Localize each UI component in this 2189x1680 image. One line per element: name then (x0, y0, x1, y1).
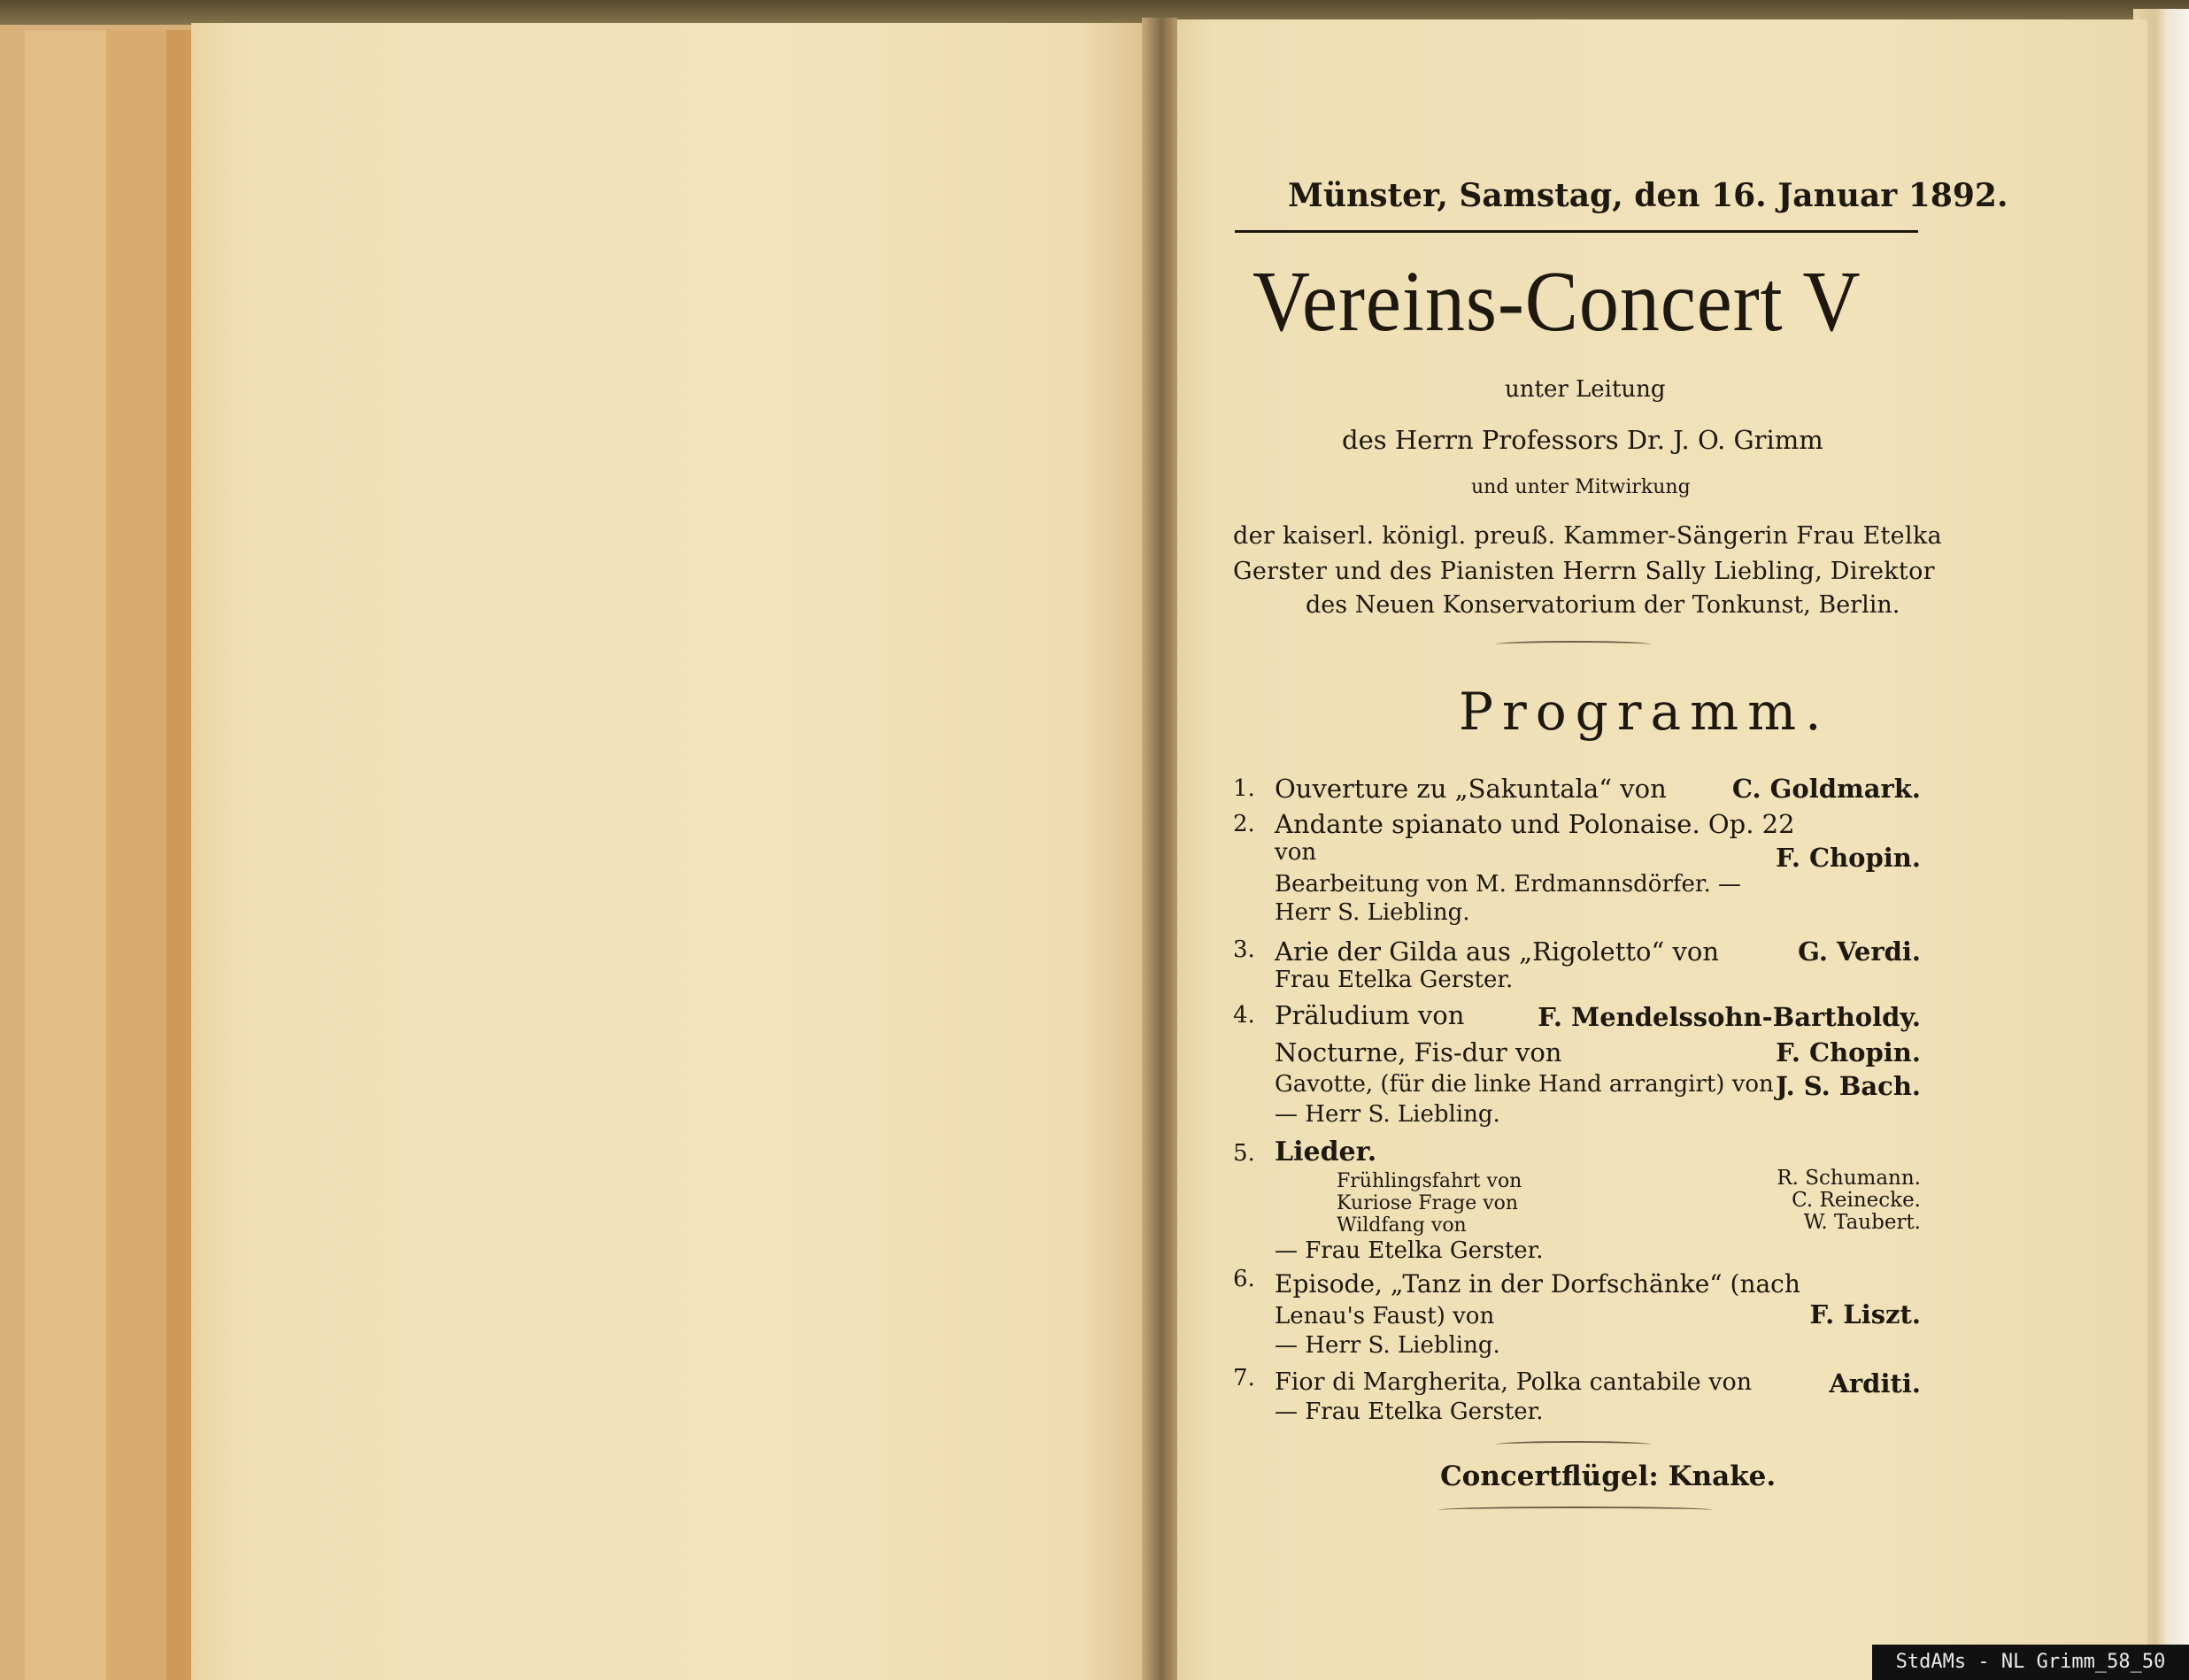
item-line: — Frau Etelka Gerster. (1275, 1237, 1544, 1264)
ornament-divider (1496, 1441, 1651, 1448)
archive-watermark: StdAMs - NL Grimm_58_50 (1872, 1645, 2189, 1680)
direction-line-5: Gerster und des Pianisten Herrn Sally Liebling, Direktor (1233, 558, 1935, 585)
song-composer: R. Schumann. (1777, 1167, 1921, 1190)
item-number: 6. (1233, 1266, 1255, 1292)
book-gutter (1142, 18, 1177, 1680)
item-line: — Herr S. Liebling. (1275, 1332, 1500, 1359)
item-number: 7. (1233, 1365, 1255, 1391)
ornament-divider (1438, 1507, 1713, 1514)
item-composer: G. Verdi. (1798, 936, 1921, 967)
item-line: von (1275, 839, 1317, 866)
song-composer: W. Taubert. (1803, 1211, 1921, 1234)
concert-title: Vereins-Concert V (1253, 254, 1861, 350)
item-title: Präludium von (1275, 1000, 1465, 1030)
date-line: Münster, Samstag, den 16. Januar 1892. (1288, 177, 2008, 214)
song-title: Kuriose Frage von (1337, 1192, 1519, 1214)
item-line: Frau Etelka Gerster. (1275, 967, 1514, 993)
programm-heading: Programm. (1459, 682, 1831, 742)
direction-line-1: unter Leitung (1505, 376, 1666, 403)
item-title: Andante spianato und Polonaise. Op. 22 (1275, 809, 1795, 839)
item-composer: F. Chopin. (1776, 1037, 1921, 1067)
item-line: Bearbeitung von M. Erdmannsdörfer. — (1275, 871, 1741, 898)
item-composer: F. Chopin. (1776, 843, 1921, 873)
direction-line-4: der kaiserl. königl. preuß. Kammer-Sängerin Frau Etelka (1233, 522, 1942, 550)
ornament-divider (1496, 641, 1651, 648)
left-blank-page (191, 23, 1156, 1680)
item-number: 4. (1233, 1002, 1255, 1029)
item-line: Lenau's Faust) von (1275, 1303, 1495, 1329)
item-title: Episode, „Tanz in der Dorfschänke“ (nach (1275, 1269, 1800, 1299)
direction-line-3: und unter Mitwirkung (1471, 476, 1691, 498)
song-title: Wildfang von (1337, 1214, 1467, 1237)
item-number: 5. (1233, 1140, 1255, 1167)
item-number: 2. (1233, 811, 1255, 837)
item-composer: C. Goldmark. (1731, 774, 1921, 804)
direction-line-6: des Neuen Konservatorium der Tonkunst, Berlin. (1306, 591, 1900, 619)
item-title: Fior di Margherita, Polka cantabile von (1275, 1368, 1753, 1396)
item-line: Herr S. Liebling. (1275, 899, 1470, 926)
item-number: 1. (1233, 775, 1255, 802)
piano-credit: Concertflügel: Knake. (1440, 1460, 1777, 1492)
item-title: Lieder. (1275, 1137, 1377, 1168)
header-rule (1235, 230, 1918, 233)
item-line: Gavotte, (für die linke Hand arrangirt) von (1275, 1071, 1774, 1098)
item-composer: F. Liszt. (1809, 1299, 1921, 1329)
song-composer: C. Reinecke. (1792, 1189, 1921, 1212)
item-composer: Arditi. (1829, 1368, 1921, 1399)
item-title: Ouverture zu „Sakuntala“ von (1275, 774, 1667, 804)
item-composer: F. Mendelssohn-Bartholdy. (1538, 1002, 1921, 1032)
item-line: Nocturne, Fis-dur von (1275, 1037, 1562, 1067)
song-title: Frühlingsfahrt von (1337, 1170, 1522, 1192)
direction-line-2: des Herrn Professors Dr. J. O. Grimm (1342, 425, 1823, 455)
item-line: — Frau Etelka Gerster. (1275, 1399, 1544, 1425)
item-line: — Herr S. Liebling. (1275, 1101, 1500, 1128)
item-number: 3. (1233, 936, 1255, 963)
item-composer: J. S. Bach. (1776, 1071, 1921, 1101)
item-title: Arie der Gilda aus „Rigoletto“ von (1275, 936, 1720, 967)
